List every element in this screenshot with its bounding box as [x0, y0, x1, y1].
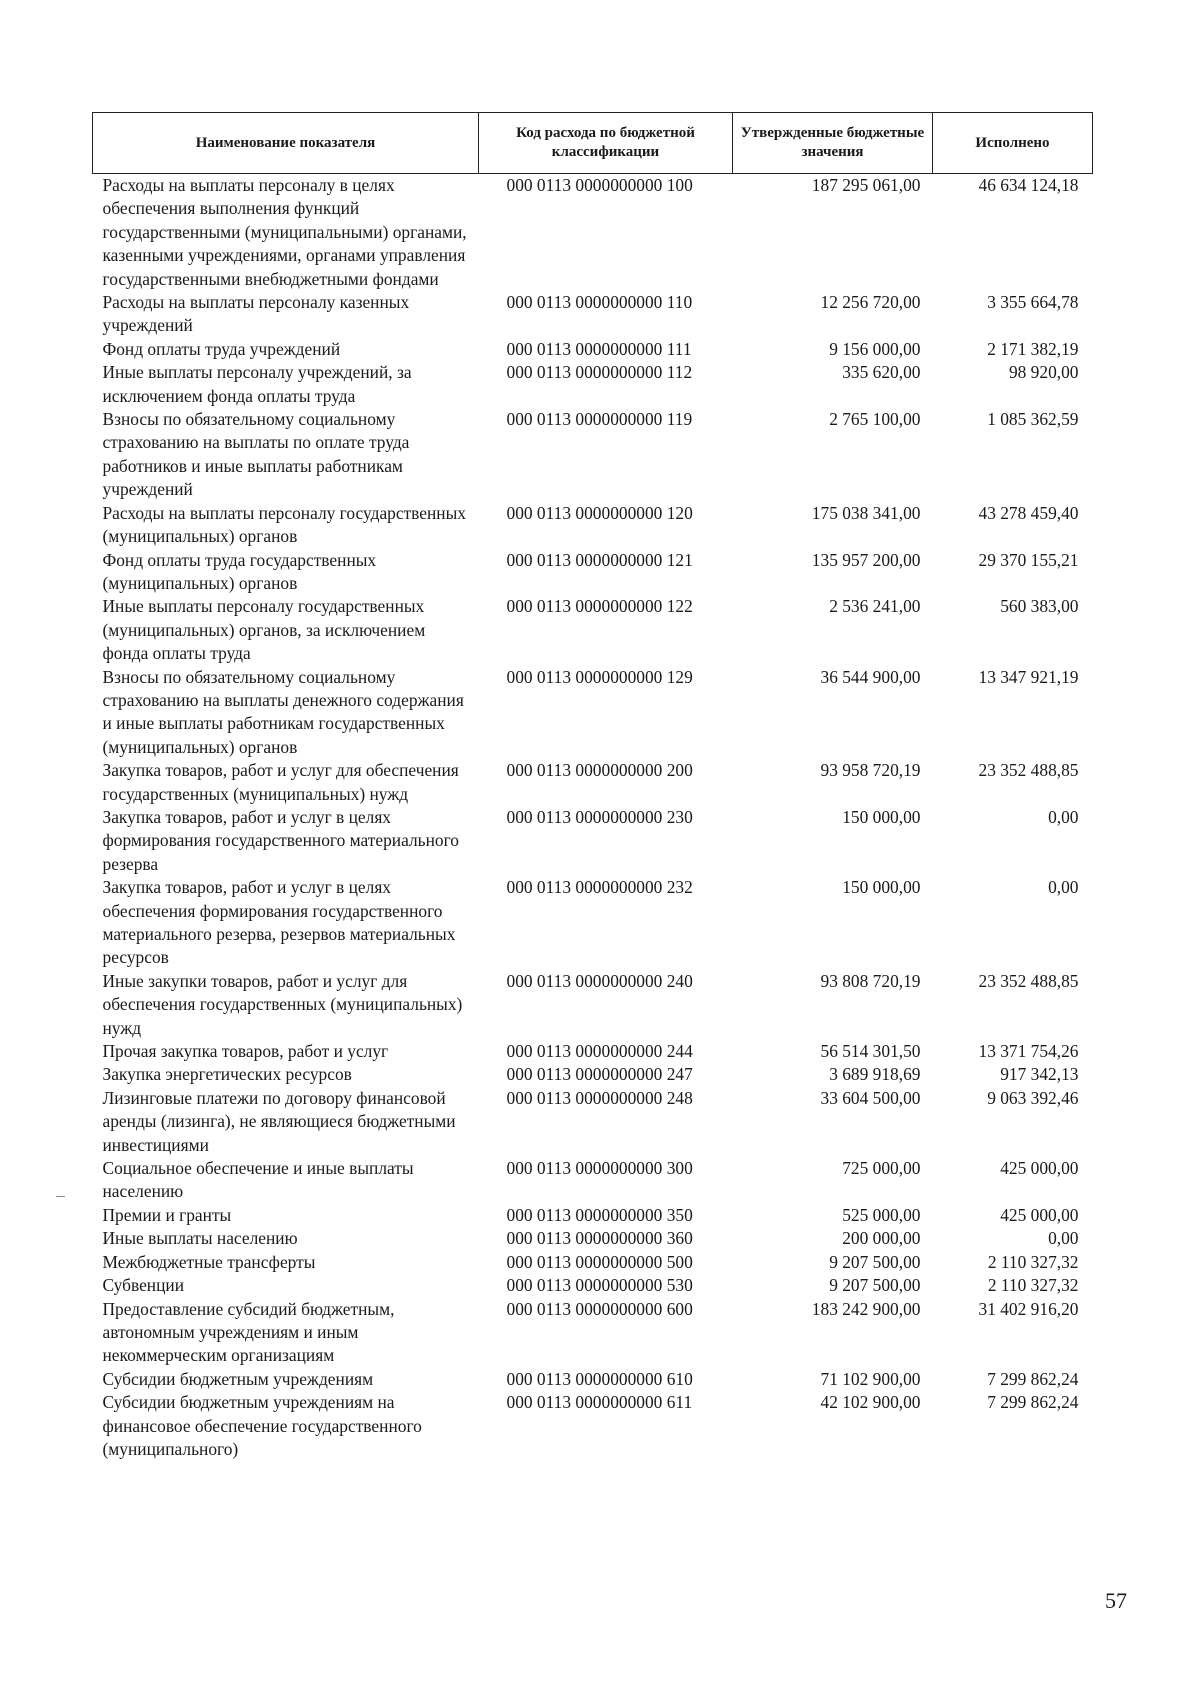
row-code: 000 0113 0000000000 129 [506, 666, 693, 687]
table-row [93, 1040, 1093, 1063]
row-approved: 187 295 061,00 [811, 175, 921, 195]
row-done: 29 370 155,21 [978, 549, 1079, 570]
table-row [93, 595, 1093, 665]
row-approved: 725 000,00 [842, 1158, 921, 1179]
row-approved: 3 689 918,69 [829, 1064, 921, 1085]
row-name: Предоставление субсидий бюджетным, автономным учреждениям и иным некоммерческим организациям [102, 1298, 395, 1366]
table-row [93, 502, 1093, 549]
row-done: 0,00 [1048, 877, 1079, 898]
margin-mark [56, 1196, 65, 1197]
row-name: Расходы на выплаты персоналу государственных (муниципальных) органов [102, 502, 466, 547]
row-done: 98 920,00 [1008, 362, 1079, 383]
table-row [93, 759, 1093, 806]
table-row [93, 408, 1093, 502]
row-name: Закупка товаров, работ и услуг для обеспечения государственных (муниципальных) нужд [102, 760, 459, 804]
row-name: Лизинговые платежи по договору финансовой аренды (лизинга), не являющиеся бюджетными инвестициями [102, 1087, 456, 1155]
row-code: 000 0113 0000000000 500 [506, 1251, 693, 1272]
row-approved: 335 620,00 [842, 362, 921, 383]
table-row [93, 1391, 1093, 1461]
table-body [93, 174, 1093, 1462]
table-row [93, 1204, 1093, 1227]
row-done: 3 355 664,78 [987, 292, 1079, 313]
row-done: 1 085 362,59 [987, 409, 1079, 430]
row-approved: 150 000,00 [842, 877, 921, 898]
row-done: 2 171 382,19 [987, 338, 1079, 359]
row-done: 7 299 862,24 [987, 1392, 1079, 1413]
row-approved: 42 102 900,00 [820, 1392, 921, 1413]
header-approved: Утвержденные бюджетные значения [733, 113, 933, 174]
row-name: Субвенции [102, 1275, 185, 1296]
table-header [93, 113, 1093, 174]
row-done: 2 110 327,32 [987, 1275, 1079, 1296]
row-code: 000 0113 0000000000 240 [506, 970, 693, 991]
row-name: Межбюджетные трансферты [102, 1251, 316, 1272]
row-code: 000 0113 0000000000 200 [506, 760, 693, 781]
row-code: 000 0113 0000000000 119 [506, 409, 693, 430]
table-row [93, 1274, 1093, 1297]
row-name: Взносы по обязательному социальному страхованию на выплаты денежного содержания и иные выплаты работникам государственных (муниципальных) органов [102, 666, 464, 757]
row-done: 9 063 392,46 [987, 1087, 1079, 1108]
row-approved: 9 207 500,00 [829, 1275, 921, 1296]
row-name: Закупка энергетических ресурсов [102, 1064, 352, 1085]
table-row [93, 876, 1093, 970]
row-done: 2 110 327,32 [987, 1251, 1079, 1272]
row-name: Премии и гранты [102, 1204, 232, 1225]
row-approved: 33 604 500,00 [820, 1087, 921, 1108]
row-name: Расходы на выплаты персоналу казенных учреждений [102, 292, 410, 336]
row-approved: 150 000,00 [842, 806, 921, 827]
row-done: 23 352 488,85 [978, 970, 1079, 991]
row-done: 13 347 921,19 [978, 666, 1079, 687]
table-row [93, 1251, 1093, 1274]
row-name: Взносы по обязательному социальному страхованию на выплаты по оплате труда работников и иные выплаты работникам учреждений [102, 409, 410, 500]
table-row [93, 1298, 1093, 1368]
row-approved: 2 536 241,00 [829, 596, 921, 617]
row-code: 000 0113 0000000000 111 [506, 338, 692, 359]
table-row [93, 338, 1093, 361]
row-done: 560 383,00 [1000, 596, 1079, 617]
row-code: 000 0113 0000000000 230 [506, 806, 693, 827]
row-name: Закупка товаров, работ и услуг в целях формирования государственного материального резерва [102, 806, 459, 874]
row-approved: 36 544 900,00 [820, 666, 921, 687]
row-code: 000 0113 0000000000 360 [506, 1228, 693, 1249]
row-approved: 175 038 341,00 [811, 502, 921, 523]
row-name: Прочая закупка товаров, работ и услуг [102, 1041, 389, 1062]
row-approved: 71 102 900,00 [820, 1368, 921, 1389]
row-approved: 56 514 301,50 [820, 1041, 921, 1062]
row-name: Иные закупки товаров, работ и услуг для обеспечения государственных (муниципальных) нужд [102, 970, 463, 1038]
row-name: Иные выплаты населению [102, 1228, 298, 1249]
table-row [93, 1157, 1093, 1204]
header-name: Наименование показателя [93, 113, 479, 174]
table-row [93, 806, 1093, 876]
row-code: 000 0113 0000000000 300 [506, 1158, 693, 1179]
row-code: 000 0113 0000000000 248 [506, 1087, 693, 1108]
row-approved: 93 958 720,19 [820, 760, 921, 781]
row-approved: 12 256 720,00 [820, 292, 921, 313]
row-done: 46 634 124,18 [978, 175, 1079, 195]
row-done: 31 402 916,20 [978, 1298, 1079, 1319]
row-code: 000 0113 0000000000 530 [506, 1275, 693, 1296]
row-name: Расходы на выплаты персоналу в целях обеспечения выполнения функций государственными (муниципальными) органами, казенными учреждениями, органами управления государственными внебюджетными фондами [102, 175, 467, 289]
row-approved: 183 242 900,00 [811, 1298, 921, 1319]
row-code: 000 0113 0000000000 112 [506, 362, 693, 383]
table-row [93, 291, 1093, 338]
table-row [93, 970, 1093, 1040]
row-code: 000 0113 0000000000 121 [506, 549, 693, 570]
row-approved: 2 765 100,00 [829, 409, 921, 430]
row-approved: 200 000,00 [842, 1228, 921, 1249]
row-name: Социальное обеспечение и иные выплаты населению [102, 1158, 414, 1202]
row-approved: 525 000,00 [842, 1204, 921, 1225]
row-code: 000 0113 0000000000 100 [506, 175, 693, 195]
row-name: Иные выплаты персоналу государственных (муниципальных) органов, за исключением фонда оплаты труда [102, 596, 426, 664]
row-code: 000 0113 0000000000 122 [506, 596, 693, 617]
budget-table [92, 112, 1093, 1461]
row-code: 000 0113 0000000000 600 [506, 1298, 693, 1319]
row-name: Иные выплаты персоналу учреждений, за исключением фонда оплаты труда [102, 362, 412, 406]
row-done: 0,00 [1048, 806, 1079, 827]
row-done: 425 000,00 [1000, 1204, 1079, 1225]
row-code: 000 0113 0000000000 232 [506, 877, 693, 898]
table-row [93, 174, 1093, 292]
row-approved: 93 808 720,19 [820, 970, 921, 991]
table-row [93, 1063, 1093, 1086]
row-done: 0,00 [1048, 1228, 1079, 1249]
table-row [93, 361, 1093, 408]
row-name: Субсидии бюджетным учреждениям на финансовое обеспечение государственного (муниципального) [102, 1392, 422, 1459]
row-done: 13 371 754,26 [978, 1041, 1079, 1062]
header-code: Код расхода по бюджетной классификации [479, 113, 733, 174]
row-code: 000 0113 0000000000 610 [506, 1368, 693, 1389]
row-done: 917 342,13 [1000, 1064, 1079, 1085]
table-row [93, 549, 1093, 596]
row-name: Фонд оплаты труда государственных (муниципальных) органов [102, 549, 377, 593]
row-code: 000 0113 0000000000 247 [506, 1064, 693, 1085]
row-code: 000 0113 0000000000 350 [506, 1204, 693, 1225]
row-name: Закупка товаров, работ и услуг в целях обеспечения формирования государственного материального резерва, резервов материальных ресурсов [102, 877, 456, 968]
row-approved: 135 957 200,00 [811, 549, 921, 570]
row-done: 425 000,00 [1000, 1158, 1079, 1179]
row-code: 000 0113 0000000000 120 [506, 502, 693, 523]
header-done: Исполнено [933, 113, 1093, 174]
row-approved: 9 207 500,00 [829, 1251, 921, 1272]
table-row [93, 666, 1093, 760]
row-done: 7 299 862,24 [987, 1368, 1079, 1389]
row-name: Субсидии бюджетным учреждениям [102, 1368, 374, 1389]
page-number: 57 [1105, 1588, 1127, 1613]
row-done: 43 278 459,40 [978, 502, 1079, 523]
row-code: 000 0113 0000000000 611 [506, 1392, 693, 1413]
table-row [93, 1087, 1093, 1157]
table-row [93, 1227, 1093, 1250]
row-code: 000 0113 0000000000 110 [506, 292, 693, 313]
row-approved: 9 156 000,00 [829, 338, 921, 359]
table-row [93, 1368, 1093, 1391]
row-name: Фонд оплаты труда учреждений [102, 338, 341, 359]
row-code: 000 0113 0000000000 244 [506, 1041, 693, 1062]
row-done: 23 352 488,85 [978, 760, 1079, 781]
